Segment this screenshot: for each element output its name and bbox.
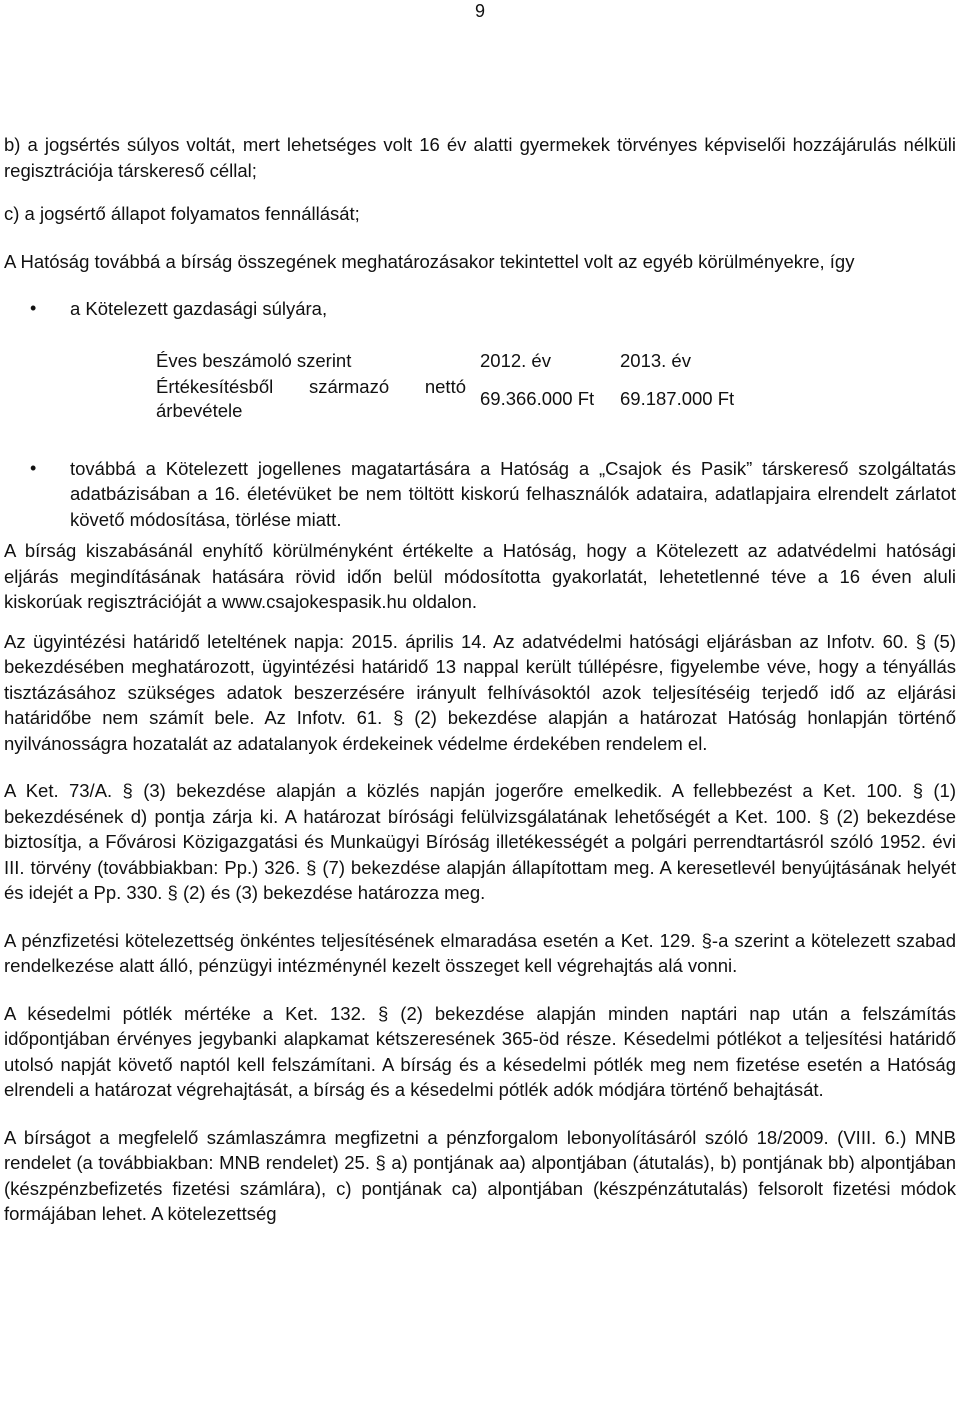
bullet-item-unlawful-conduct [4, 456, 956, 533]
bullet-text: a Kötelezett gazdasági súlyára, [70, 298, 328, 319]
table-cell-label: Értékesítésből származó nettó árbevétele [156, 375, 466, 421]
table-cell-value: 69.366.000 Ft [480, 387, 595, 409]
table-row [150, 374, 776, 424]
bullet-icon: • [30, 457, 37, 478]
paragraph-c: c) a jogsértő állapot folyamatos fennállását; [4, 203, 360, 224]
table-header-cell: 2012. év [480, 349, 551, 371]
bullet-item-economic-weight [4, 296, 956, 322]
paragraph-deadline: Az ügyintézési határidő leteltének napja: 2015. április 14. Az adatvédelmi hatósági eljárásban az Infotv. 60. § (5) bekezdésében meghatározott, ügyintézési határidő 13 nappal került túllépésre, figyelembe véve, hogy a tényállás tisztázásához szükséges adatok beszerzésére irányult felhívásoktól azok teljesítéséig terjedő idő az eljárási határidőbe nem számít bele. Az Infotv. 61. § (2) bekezdése alapján a határozat Hatóság honlapján történő nyilvánosságra hozatalát az adatalanyok érdekeinek védelme érdekében rendelem el. [4, 630, 956, 754]
paragraph-enforcement: A pénzfizetési kötelezettség önkéntes teljesítésének elmaradása esetén a Ket. 129. §-a szerint a kötelezett szabad rendelkezése alatt álló, pénzügyi intézménynél kezelt összeget kell végrehajtás alá vonni. [4, 929, 956, 976]
paragraph-b: b) a jogsértés súlyos voltát, mert lehetséges volt 16 év alatti gyermekek törvényes képviselői hozzájárulás nélküli regisztrációja társkereső céllal; [4, 134, 956, 181]
table-cell-value: 69.187.000 Ft [620, 387, 735, 409]
table-header-cell: 2013. év [620, 349, 691, 371]
bullet-icon: • [30, 298, 37, 318]
revenue-table [150, 348, 776, 424]
page-content [4, 132, 956, 1227]
paragraph-late-fee: A késedelmi pótlék mértéke a Ket. 132. § (2) bekezdése alapján minden naptári nap után a felszámítás időpontjában érvényes jegybanki alapkamat kétszeresének 365-öd része. Késedelmi pótlékot a teljesítési határidő utolsó napját követő naptól kell felszámítani. A bírság és a késedelmi pótlék meg nem fizetése esetén a Hatóság elrendeli a határozat végrehajtását, a bírság és a késedelmi pótlék adók módjára történő behajtását. [4, 1002, 956, 1100]
table-header-row [150, 348, 776, 374]
paragraph-legal-remedy: A Ket. 73/A. § (3) bekezdése alapján a közlés napján jogerőre emelkedik. A fellebbezést a Ket. 100. § (1) bekezdésének d) pontja zárja ki. A határozat bírósági felülvizsgálatának lehetőségét a Ket. 100. § (2) bekezdése biztosítja, a Fővárosi Közigazgatási és Munkaügyi Bíróság illetékességét a polgári perrendtartásról szóló 1952. évi III. törvény (továbbiakban: Pp.) 326. § (7) bekezdése alapján állapítottam meg. A keresetlevél benyújtásának helyét és idejét a Pp. 330. § (2) és (3) bekezdése határozza meg. [4, 780, 956, 903]
page-number: 9 [474, 1, 485, 21]
paragraph-intro: A Hatóság továbbá a bírság összegének meghatározásakor tekintettel volt az egyéb körülményekre, így [4, 250, 855, 272]
paragraph-payment: A bírságot a megfelelő számlaszámra megfizetni a pénzforgalom lebonyolításáról szóló 18/2009. (VIII. 6.) MNB rendelet (a továbbiakban: MNB rendelet) 25. § a) pontjának aa) alpontjában (átutalás), b) pontjának bb) alpontjában (készpénzbefizetés fizetési számlára), c) pontjának ca) alpontjában (készpénzátutalás) felsorolt fizetési módok formájában lehet. A kötelezettség [4, 1126, 956, 1224]
bullet-text: továbbá a Kötelezett jogellenes magatartására a Hatóság a „Csajok és Pasik” társkereső szolgáltatás adatbázisában a 16. életévüket be nem töltött kiskorú felhasználók adataira, adatlapjaira elrendelt zárlatot követő módosítása, törlése miatt. [70, 457, 956, 530]
paragraph-mitigating: A bírság kiszabásánál enyhítő körülményként értékelte a Hatóság, hogy a Kötelezett az adatvédelmi hatósági eljárás megindításának hatására rövid időn belül módosította gyakorlatát, lehetetlenné téve a 16 éven aluli kiskorúak regisztrációját a www.csajokespasik.hu oldalon. [4, 540, 956, 612]
table-header-cell: Éves beszámoló szerint [156, 349, 352, 371]
